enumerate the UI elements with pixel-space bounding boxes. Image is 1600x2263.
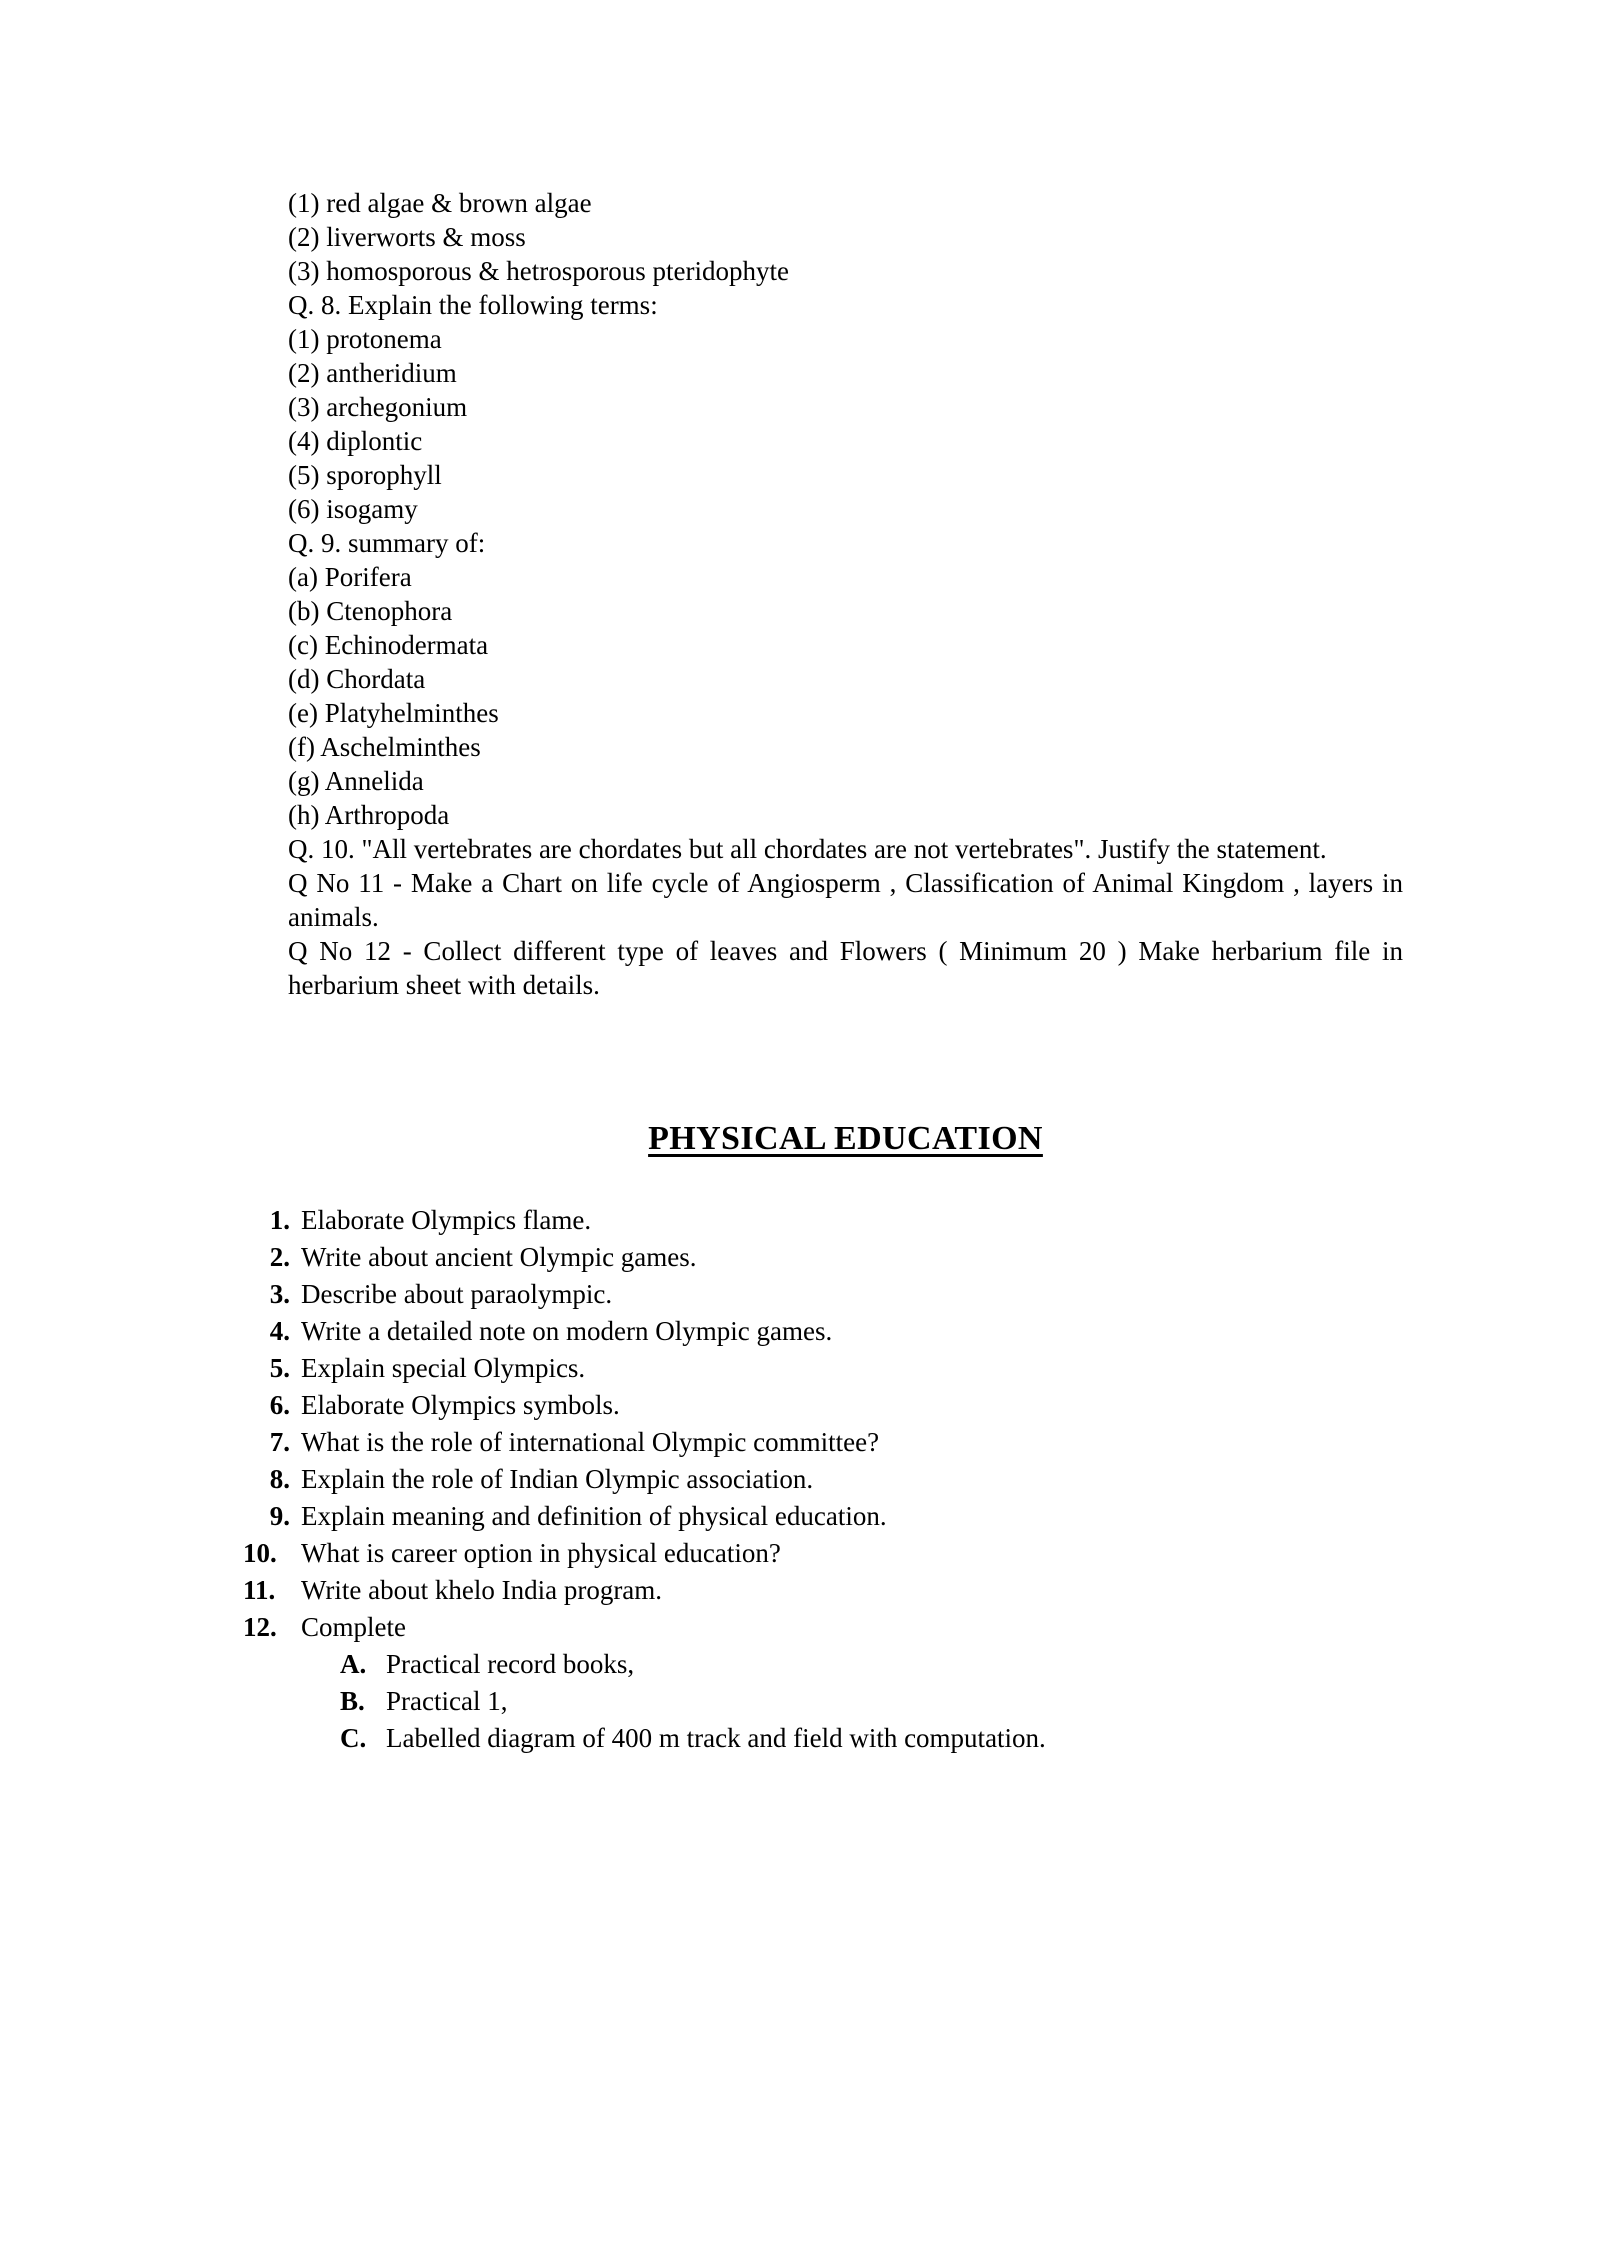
biology-line: (a) Porifera (288, 562, 412, 592)
list-item (243, 1202, 1403, 1239)
biology-paragraph: Q No 11 - Make a Chart on life cycle of Angiosperm , Classification of Animal Kingdom , layers in animals. (288, 868, 1403, 932)
sub-list-item (340, 1683, 1403, 1720)
list-item-label: Describe about paraolympic. (301, 1279, 613, 1309)
biology-line: (3) homosporous & hetrosporous pteridophyte (288, 256, 789, 286)
sub-list-item-label: Practical 1, (386, 1686, 508, 1716)
list-item-label: What is the role of international Olympic committee? (301, 1427, 880, 1457)
biology-line: (g) Annelida (288, 766, 424, 796)
biology-line: (e) Platyhelminthes (288, 698, 499, 728)
biology-line: Q. 9. summary of: (288, 528, 486, 558)
biology-line: (2) antheridium (288, 358, 457, 388)
list-item-marker: 7. (269, 1427, 290, 1457)
list-item-marker: 12. (243, 1612, 277, 1642)
biology-line: (b) Ctenophora (288, 596, 453, 626)
biology-line: (d) Chordata (288, 664, 426, 694)
sub-list-item-label: Labelled diagram of 400 m track and field with computation. (386, 1723, 1046, 1753)
list-item-label: What is career option in physical education? (301, 1538, 781, 1568)
list-item (243, 1239, 1403, 1276)
physical-education-heading (288, 1120, 1403, 1158)
list-item (243, 1572, 1403, 1609)
list-item (243, 1313, 1403, 1350)
page-content (243, 186, 1403, 1757)
biology-line: (2) liverworts & moss (288, 222, 526, 252)
list-item (243, 1498, 1403, 1535)
list-item-marker: 10. (243, 1538, 277, 1568)
list-item-label: Explain the role of Indian Olympic association. (301, 1464, 814, 1494)
sub-list-item-marker: B. (340, 1686, 365, 1716)
biology-paragraph: Q. 10. "All vertebrates are chordates but all chordates are not vertebrates". Justify the statement. (288, 834, 1327, 864)
list-item (243, 1387, 1403, 1424)
sub-list-item-label: Practical record books, (386, 1649, 635, 1679)
biology-line: (1) red algae & brown algae (288, 188, 592, 218)
physical-education-question-list (243, 1202, 1403, 1757)
list-item-label: Elaborate Olympics flame. (301, 1205, 592, 1235)
biology-paragraph: Q No 12 - Collect different type of leaves and Flowers ( Minimum 20 ) Make herbarium file in herbarium sheet with details. (288, 936, 1403, 1000)
biology-line: (3) archegonium (288, 392, 468, 422)
list-item-marker: 6. (269, 1390, 290, 1420)
sub-list-item-marker: C. (340, 1723, 367, 1753)
biology-line: (5) sporophyll (288, 460, 442, 490)
biology-line: (f) Aschelminthes (288, 732, 481, 762)
biology-line: (4) diplontic (288, 426, 423, 456)
biology-line: (1) protonema (288, 324, 442, 354)
list-item (243, 1276, 1403, 1313)
list-item (243, 1461, 1403, 1498)
list-item (243, 1609, 1403, 1646)
biology-line: (h) Arthropoda (288, 800, 450, 830)
list-item (243, 1424, 1403, 1461)
list-item-label: Elaborate Olympics symbols. (301, 1390, 620, 1420)
sub-list-item-marker: A. (340, 1649, 367, 1679)
list-item-marker: 8. (269, 1464, 290, 1494)
list-item-marker: 9. (269, 1501, 290, 1531)
list-item-label: Write a detailed note on modern Olympic games. (301, 1316, 833, 1346)
list-item-label: Complete (301, 1612, 406, 1642)
list-item-marker: 11. (243, 1575, 276, 1605)
list-item (243, 1535, 1403, 1572)
list-item-label: Write about ancient Olympic games. (301, 1242, 697, 1272)
list-item-label: Explain meaning and definition of physical education. (301, 1501, 887, 1531)
sub-list-item (340, 1720, 1403, 1757)
heading-label: PHYSICAL EDUCATION (648, 1120, 1043, 1157)
list-item-marker: 3. (269, 1279, 290, 1309)
list-item-label: Write about khelo India program. (301, 1575, 663, 1605)
biology-line: (c) Echinodermata (288, 630, 489, 660)
sub-list-item (340, 1646, 1403, 1683)
list-item-marker: 4. (269, 1316, 290, 1346)
list-item-label: Explain special Olympics. (301, 1353, 586, 1383)
list-item (243, 1350, 1403, 1387)
biology-line: Q. 8. Explain the following terms: (288, 290, 658, 320)
physical-education-sublist (340, 1646, 1403, 1757)
list-item-marker: 2. (269, 1242, 290, 1272)
biology-question-block (288, 186, 1403, 1002)
biology-line: (6) isogamy (288, 494, 418, 524)
list-item-marker: 1. (269, 1205, 290, 1235)
list-item-marker: 5. (269, 1353, 290, 1383)
